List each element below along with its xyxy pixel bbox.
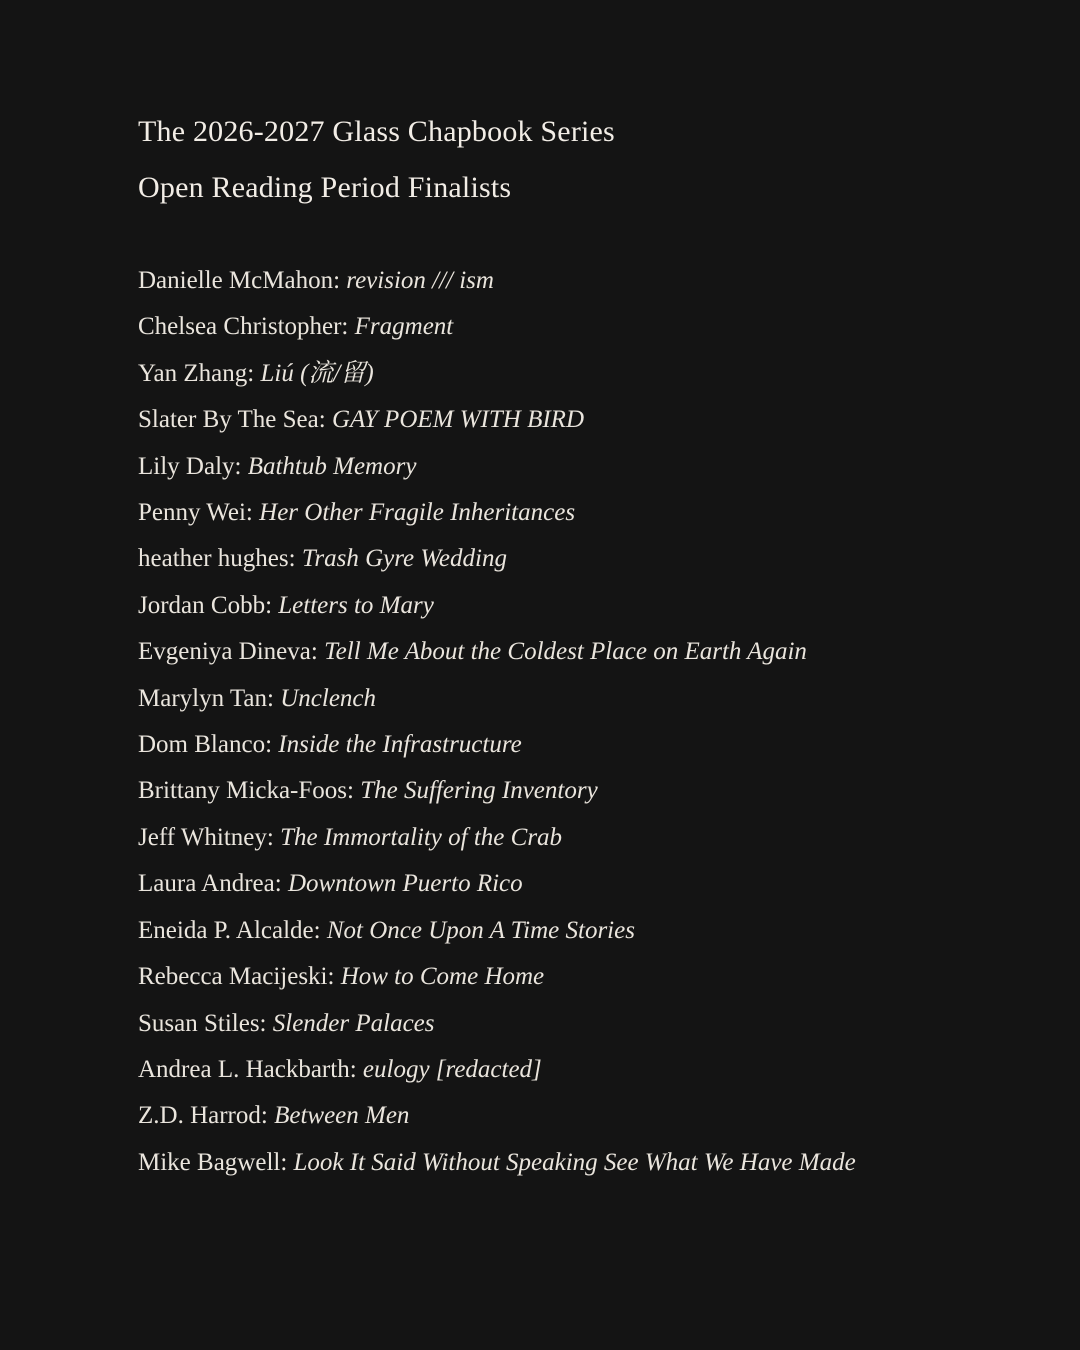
finalist-title: The Suffering Inventory	[360, 777, 598, 805]
finalist-title: Liú (流/留)	[260, 359, 374, 387]
finalist-author: Jordan Cobb:	[138, 591, 273, 619]
finalist-title: Bathtub Memory	[247, 452, 417, 480]
finalist-title: GAY POEM WITH BIRD	[331, 406, 585, 434]
finalist-author: Chelsea Christopher:	[138, 313, 349, 341]
list-item	[138, 397, 980, 443]
list-item	[138, 536, 980, 582]
finalist-title: Trash Gyre Wedding	[301, 545, 507, 573]
finalist-author: Slater By The Sea:	[138, 406, 326, 434]
finalist-title: eulogy [redacted]	[362, 1055, 542, 1083]
document-heading	[138, 104, 980, 216]
finalist-author: Z.D. Harrod:	[138, 1102, 268, 1130]
finalist-author: Brittany Micka-Foos:	[138, 777, 354, 805]
list-item	[138, 954, 980, 1000]
finalist-title: How to Come Home	[340, 963, 545, 991]
finalist-title: Slender Palaces	[272, 1009, 435, 1037]
page-title-line-1: The 2026-2027 Glass Chapbook Series	[138, 115, 615, 148]
finalist-author: Jeff Whitney:	[138, 823, 274, 851]
finalists-list	[138, 258, 980, 1186]
finalist-title: Look It Said Without Speaking See What We Have Made	[293, 1148, 856, 1176]
list-item	[138, 815, 980, 861]
list-item	[138, 676, 980, 722]
finalist-author: Penny Wei:	[138, 499, 253, 527]
list-item	[138, 583, 980, 629]
list-item	[138, 444, 980, 490]
list-item	[138, 861, 980, 907]
finalist-author: Eneida P. Alcalde:	[138, 916, 321, 944]
finalist-title: Fragment	[354, 313, 454, 341]
finalist-author: Susan Stiles:	[138, 1009, 267, 1037]
list-item	[138, 722, 980, 768]
finalist-title: Between Men	[274, 1102, 410, 1130]
finalist-title: Unclench	[280, 684, 377, 712]
finalist-author: Danielle McMahon:	[138, 267, 341, 294]
list-item	[138, 1047, 980, 1093]
finalist-author: Dom Blanco:	[138, 731, 273, 759]
list-item	[138, 304, 980, 350]
list-item	[138, 258, 980, 304]
finalist-title: Letters to Mary	[278, 591, 434, 619]
finalist-title: The Immortality of the Crab	[280, 823, 563, 851]
finalist-title: Inside the Infrastructure	[278, 731, 522, 759]
finalist-author: Evgeniya Dineva:	[138, 638, 318, 666]
finalist-author: Lily Daly:	[138, 452, 242, 480]
finalist-author: Andrea L. Hackbarth:	[138, 1055, 357, 1083]
list-item	[138, 908, 980, 954]
finalist-author: Mike Bagwell:	[138, 1148, 288, 1176]
finalist-author: Yan Zhang:	[138, 359, 255, 387]
finalist-title: revision /// ism	[346, 267, 494, 294]
finalist-author: Laura Andrea:	[138, 870, 282, 898]
list-item	[138, 629, 980, 675]
list-item	[138, 490, 980, 536]
list-item	[138, 1140, 980, 1186]
finalist-title: Downtown Puerto Rico	[287, 870, 523, 898]
finalist-author: heather hughes:	[138, 545, 296, 573]
list-item	[138, 351, 980, 397]
finalist-author: Rebecca Macijeski:	[138, 963, 335, 991]
finalist-title: Tell Me About the Coldest Place on Earth Again	[324, 638, 807, 666]
finalist-title: Not Once Upon A Time Stories	[326, 916, 635, 944]
list-item	[138, 1093, 980, 1139]
list-item	[138, 768, 980, 814]
list-item	[138, 1001, 980, 1047]
finalist-title: Her Other Fragile Inheritances	[259, 499, 576, 527]
finalist-author: Marylyn Tan:	[138, 684, 274, 712]
page-title-line-2: Open Reading Period Finalists	[138, 171, 512, 204]
